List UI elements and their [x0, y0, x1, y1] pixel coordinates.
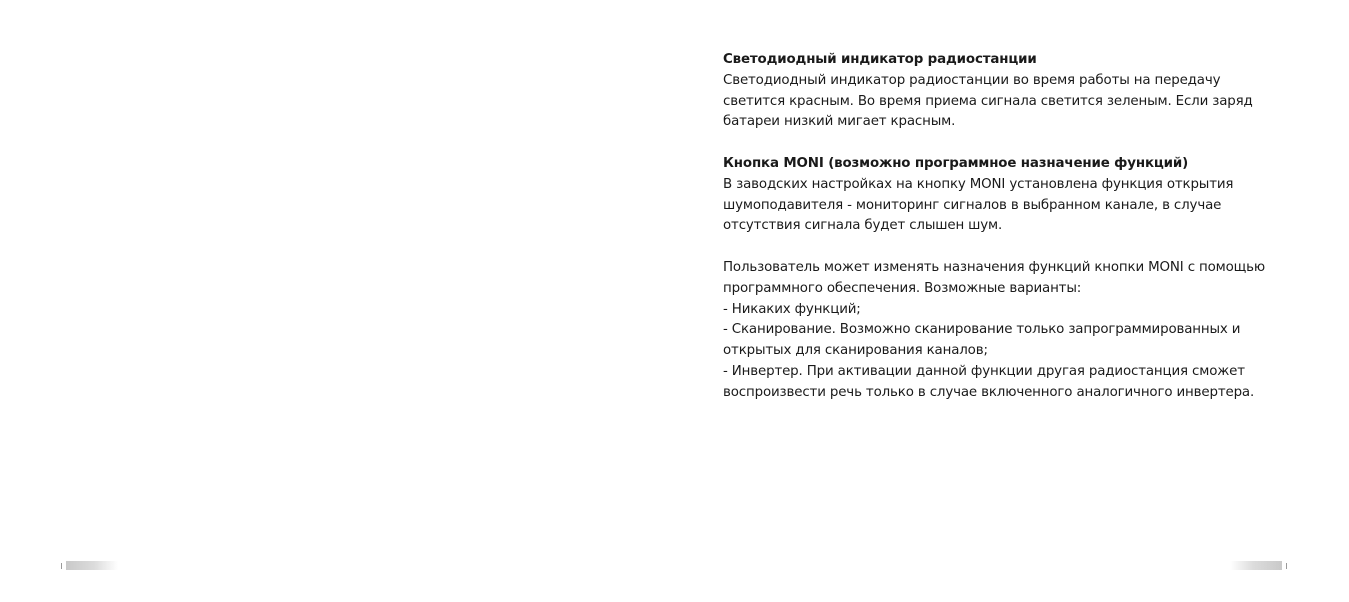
- right-page-footer-bar: [1230, 561, 1282, 570]
- led-indicator-line-1: Светодиодный индикатор радиостанции во время работы на передачу: [723, 72, 1221, 88]
- moni-option-scan-line-2: открытых для сканирования каналов;: [723, 343, 988, 359]
- text-column: [723, 50, 1303, 404]
- left-page-footer-tick: [61, 563, 62, 569]
- left-page: [0, 0, 674, 602]
- moni-option-inverter-line-1: - Инвертер. При активации данной функции другая радиостанция сможет: [723, 363, 1245, 379]
- moni-button-line-3: отсутствия сигнала будет слышен шум.: [723, 218, 1003, 234]
- moni-button-heading: Кнопка MONI (возможно программное назначение функций): [723, 155, 1189, 171]
- paragraph-gap: [723, 237, 1303, 258]
- paragraph-gap: [723, 133, 1303, 154]
- right-page-footer-tick: [1286, 563, 1287, 569]
- moni-options-line-2: программного обеспечения. Возможные варианты:: [723, 280, 1082, 296]
- right-page: [675, 0, 1349, 602]
- moni-options-line-1: Пользователь может изменять назначения функций кнопки MONI с помощью: [723, 259, 1265, 275]
- moni-option-inverter-line-2: воспроизвести речь только в случае включенного аналогичного инвертера.: [723, 384, 1255, 400]
- led-indicator-line-2: светится красным. Во время приема сигнала светится зеленым. Если заряд: [723, 93, 1253, 109]
- moni-button-line-1: В заводских настройках на кнопку MONI установлена функция открытия: [723, 176, 1234, 192]
- left-page-footer-bar: [66, 561, 118, 570]
- led-indicator-line-3: батареи низкий мигает красным.: [723, 114, 956, 130]
- moni-option-scan-line-1: - Сканирование. Возможно сканирование только запрограммированных и: [723, 322, 1241, 338]
- moni-option-none: - Никаких функций;: [723, 301, 861, 317]
- led-indicator-heading: Светодиодный индикатор радиостанции: [723, 52, 1037, 67]
- moni-button-line-2: шумоподавителя - мониторинг сигналов в выбранном канале, в случае: [723, 197, 1222, 213]
